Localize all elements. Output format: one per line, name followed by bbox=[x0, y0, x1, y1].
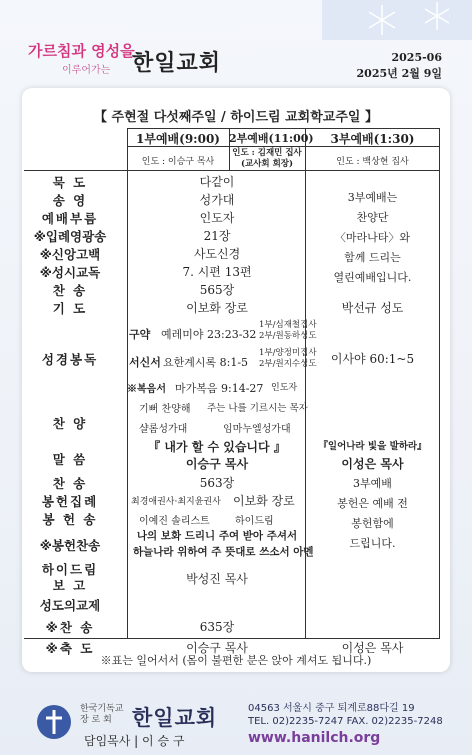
label-songyeong: 송 영 bbox=[52, 193, 88, 208]
offering-ushers: 최경애권사·최지윤권사 bbox=[131, 497, 221, 507]
chukdo-value-3: 이성은 목사 bbox=[341, 641, 404, 655]
songyeong-value: 성가대 bbox=[199, 193, 235, 207]
worship-table bbox=[33, 128, 440, 656]
bible-gospel-reader: 인도자 bbox=[271, 383, 298, 393]
chansong1-value: 565장 bbox=[199, 283, 235, 297]
service-1-title: 1부예배(9:00) bbox=[136, 132, 220, 146]
label-yebae: 예배부름 bbox=[41, 211, 99, 226]
sermon-title-3: 『일어나라 빛을 발하라』 bbox=[318, 441, 427, 452]
gido-value-3: 박선규 성도 bbox=[341, 301, 404, 315]
sermon-preacher-3: 이성은 목사 bbox=[341, 457, 404, 471]
anthem-1: 기뻐 찬양해 bbox=[139, 404, 191, 415]
hidream-value: 박성진 목사 bbox=[186, 572, 248, 586]
bible-ot-readers: 1부/심재철집사 2부/원동하성도 bbox=[259, 320, 317, 341]
offertory-group: 하이드림 bbox=[235, 516, 274, 527]
label-bongheonchansong: ※봉헌찬송 bbox=[39, 538, 101, 553]
address: 04563 서울시 중구 퇴계로88다길 19 TEL. 02)2235-7247 FAX. 02)2235-7248 bbox=[248, 703, 443, 727]
order-of-worship-card bbox=[22, 88, 450, 672]
footer-church-name: 한일교회 bbox=[132, 706, 218, 730]
label-sermon: 말 씀 bbox=[52, 452, 88, 467]
anthem-2: 주는 나를 기르시는 목자 bbox=[207, 403, 308, 414]
sinang-value: 사도신경 bbox=[193, 247, 241, 261]
label-chukdo: ※축 도 bbox=[45, 641, 95, 656]
chukdo-value: 이승구 목사 bbox=[186, 641, 248, 655]
label-sinang: ※신앙고백 bbox=[39, 247, 101, 262]
choir-1: 샬롬성가대 bbox=[139, 424, 188, 435]
label-chansong2: 찬 송 bbox=[52, 476, 88, 491]
choir-2: 임마누엘성가대 bbox=[223, 424, 291, 435]
issue-number: 2025-06 bbox=[391, 51, 442, 64]
sermon-title: 『 내가 할 수 있습니다 』 bbox=[148, 440, 286, 454]
service-3-offering-note: 3부예배 봉헌은 예배 전 봉헌함에 드립니다. bbox=[337, 477, 408, 550]
offering-elder: 이보화 장로 bbox=[233, 494, 295, 508]
bible-epistle-readers: 1부/양정미집사 2부/원지수성도 bbox=[259, 348, 317, 369]
service-3-title: 3부예배(1:30) bbox=[330, 132, 415, 146]
service-2-leader: 인도 : 김재민 집사 (교사회 회장) bbox=[232, 148, 302, 169]
snowflake-decoration bbox=[322, 0, 472, 40]
service-1-leader: 인도 : 이승구 목사 bbox=[141, 157, 215, 167]
label-mukdo: 묵 도 bbox=[52, 175, 88, 190]
chansong2-value: 563장 bbox=[199, 476, 235, 490]
standing-note: ※표는 일어서서 (몸이 불편한 분은 앉아 계셔도 됩니다.) bbox=[100, 654, 372, 667]
yebae-value: 인도자 bbox=[199, 211, 235, 225]
offering-hymn-line1: 나의 보화 드리니 주여 받아 주셔서 bbox=[136, 530, 298, 542]
label-bongheonjip: 봉헌집례 bbox=[41, 494, 99, 509]
mukdo-value: 다같이 bbox=[199, 175, 235, 189]
label-bongheonsong: 봉 헌 송 bbox=[42, 512, 98, 527]
seongsi-value: 7. 시편 13편 bbox=[182, 265, 252, 279]
label-seongsi: ※성시교독 bbox=[39, 265, 101, 280]
church-logo-icon bbox=[36, 704, 72, 740]
footer bbox=[0, 690, 472, 755]
bible-epistle-ref: 요한계시록 8:1-5 bbox=[163, 356, 249, 369]
bible-gospel-label: ※복음서 bbox=[127, 384, 166, 395]
sermon-preacher: 이승구 목사 bbox=[185, 457, 249, 471]
label-hidream: 하이드림 보 고 bbox=[41, 562, 99, 593]
senior-pastor: 담임목사 | 이 승 구 bbox=[84, 734, 185, 748]
service-2-title: 2부예배(11:00) bbox=[229, 132, 314, 145]
service-3-note: 3부예배는 찬양단 〈마라나타〉와 함께 드리는 열린예배입니다. bbox=[333, 191, 412, 284]
label-chansong3: ※찬 송 bbox=[45, 620, 95, 635]
bible-epistle-label: 서신서 bbox=[129, 356, 161, 369]
bible-value-3: 이사야 60:1~5 bbox=[330, 352, 415, 366]
issue-info bbox=[357, 50, 442, 82]
offertory-soloist: 이예진 솔리스트 bbox=[139, 516, 210, 527]
label-gido: 기 도 bbox=[52, 301, 88, 316]
denomination: 한국기독교 장 로 회 bbox=[80, 704, 124, 725]
worship-title: 【 주현절 다섯째주일 / 하이드림 교회학교주일 】 bbox=[94, 110, 378, 125]
website-link[interactable]: www.hanilch.org bbox=[248, 730, 381, 746]
label-chansong1: 찬 송 bbox=[52, 283, 88, 298]
slogan: 가르침과 영성을 이루어가는 bbox=[28, 42, 135, 76]
church-name: 한일교회 bbox=[132, 51, 222, 76]
bible-gospel-ref: 마가복음 9:14-27 bbox=[175, 382, 264, 395]
bible-ot-label: 구약 bbox=[129, 328, 151, 341]
service-3-leader: 인도 : 백상현 집사 bbox=[336, 157, 409, 167]
gido-value: 이보화 장로 bbox=[186, 301, 248, 315]
issue-date: 2025년 2월 9일 bbox=[356, 67, 442, 80]
label-bible: 성경봉독 bbox=[41, 352, 99, 367]
label-chanyang: 찬 양 bbox=[52, 416, 88, 431]
ipjang-value: 21장 bbox=[203, 229, 231, 243]
label-gyoje: 성도의교제 bbox=[39, 598, 101, 613]
offering-hymn-line2: 하늘나라 위하여 주 뜻대로 쓰소서 아멘 bbox=[133, 546, 314, 558]
bible-ot-ref: 예레미야 23:23-32 bbox=[161, 328, 257, 341]
label-ipjang: ※입례영광송 bbox=[33, 229, 107, 244]
chansong3-value: 635장 bbox=[199, 620, 235, 634]
